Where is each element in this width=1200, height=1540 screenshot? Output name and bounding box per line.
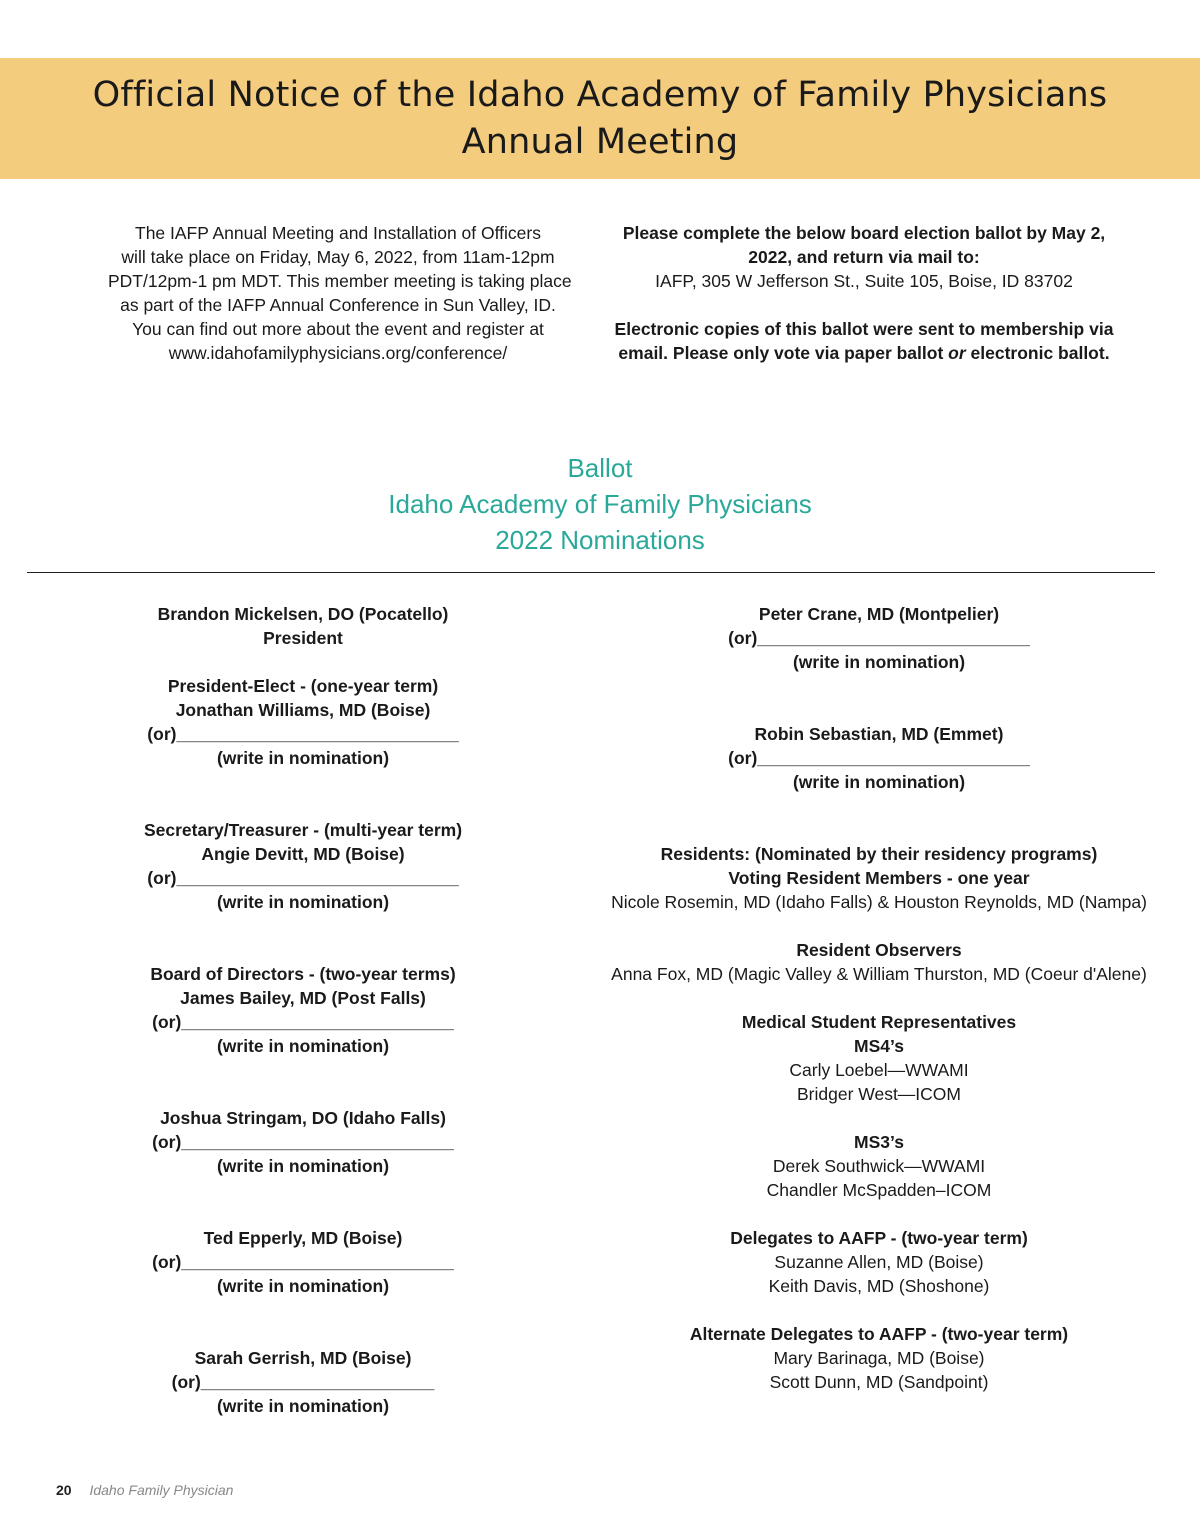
electronic-note-line: Electronic copies of this ballot were sent to membership via bbox=[614, 319, 1114, 339]
president-title: President bbox=[263, 628, 343, 648]
board-nominee-name: Sarah Gerrish, MD (Boise) bbox=[194, 1348, 412, 1368]
intro-left-line: as part of the IAFP Annual Conference in Sun Valley, ID. bbox=[120, 295, 556, 315]
write-in-label: (write in nomination) bbox=[792, 652, 966, 672]
ballot-year: 2022 Nominations bbox=[495, 525, 705, 555]
write-in-field[interactable]: (or)____________________________ bbox=[152, 1012, 454, 1032]
write-in-field[interactable]: (or)____________________________ bbox=[728, 748, 1030, 768]
write-in-label: (write in nomination) bbox=[216, 1156, 390, 1176]
alternate-delegate-name: Scott Dunn, MD (Sandpoint) bbox=[769, 1372, 989, 1392]
ms4-title: MS4’s bbox=[854, 1036, 904, 1056]
intro-left-line: The IAFP Annual Meeting and Installation of Officers bbox=[135, 223, 541, 243]
write-in-label: (write in nomination) bbox=[216, 748, 390, 768]
mailing-address: IAFP, 305 W Jefferson St., Suite 105, Boise, ID 83702 bbox=[655, 271, 1073, 291]
left-column bbox=[73, 602, 533, 1418]
alternate-delegates-title: Alternate Delegates to AAFP - (two-year term) bbox=[689, 1324, 1069, 1344]
voting-residents-subtitle: Voting Resident Members - one year bbox=[728, 868, 1030, 888]
board-nominee-name: Ted Epperly, MD (Boise) bbox=[203, 1228, 403, 1248]
intro-left-url: www.idahofamilyphysicians.org/conference/ bbox=[168, 343, 508, 363]
intro-left bbox=[108, 221, 572, 365]
page-footer bbox=[56, 1480, 233, 1500]
page-title-line-2: Annual Meeting bbox=[461, 121, 739, 162]
ballot-instructions-line: Please complete the below board election ballot by May 2, bbox=[622, 223, 1106, 243]
board-nominee-name: James Bailey, MD (Post Falls) bbox=[180, 988, 426, 1008]
write-in-label: (write in nomination) bbox=[216, 1036, 390, 1056]
delegate-name: Keith Davis, MD (Shoshone) bbox=[768, 1276, 990, 1296]
board-nominee-name: Joshua Stringam, DO (Idaho Falls) bbox=[160, 1108, 446, 1128]
resident-observers-title: Resident Observers bbox=[796, 940, 962, 960]
right-column bbox=[609, 602, 1149, 1394]
ms3-title: MS3’s bbox=[854, 1132, 904, 1152]
intro-left-line: You can find out more about the event and register at bbox=[132, 319, 544, 339]
board-nominee-name: Robin Sebastian, MD (Emmet) bbox=[754, 724, 1004, 744]
write-in-field[interactable]: (or)________________________ bbox=[171, 1372, 435, 1392]
divider bbox=[27, 572, 1155, 573]
page-number: 20 bbox=[56, 1482, 72, 1498]
intro-left-line: will take place on Friday, May 6, 2022, from 11am-12pm bbox=[121, 247, 555, 267]
electronic-note-part: email. Please only vote via paper ballot bbox=[618, 343, 949, 363]
president-elect-title: President-Elect - (one-year term) bbox=[167, 676, 439, 696]
ballot-title: Ballot bbox=[567, 453, 633, 483]
president-elect-name: Jonathan Williams, MD (Boise) bbox=[175, 700, 431, 720]
header-banner bbox=[0, 58, 1200, 179]
write-in-field[interactable]: (or)____________________________ bbox=[728, 628, 1030, 648]
intro-left-line: PDT/12pm-1 pm MDT. This member meeting is taking place bbox=[108, 271, 572, 291]
write-in-label: (write in nomination) bbox=[216, 892, 390, 912]
publication-name: Idaho Family Physician bbox=[89, 1482, 234, 1498]
write-in-label: (write in nomination) bbox=[216, 1276, 390, 1296]
ms4-name: Carly Loebel—WWAMI bbox=[789, 1060, 969, 1080]
delegates-title: Delegates to AAFP - (two-year term) bbox=[730, 1228, 1028, 1248]
write-in-field[interactable]: (or)____________________________ bbox=[152, 1252, 454, 1272]
electronic-note-part: electronic ballot. bbox=[965, 343, 1110, 363]
write-in-label: (write in nomination) bbox=[792, 772, 966, 792]
page-title-line-1: Official Notice of the Idaho Academy of Family Physicians bbox=[92, 74, 1108, 115]
ms3-name: Chandler McSpadden–ICOM bbox=[766, 1180, 992, 1200]
ballot-heading bbox=[0, 450, 1200, 558]
alternate-delegate-name: Mary Barinaga, MD (Boise) bbox=[773, 1348, 985, 1368]
secretary-treasurer-title: Secretary/Treasurer - (multi-year term) bbox=[143, 820, 463, 840]
electronic-note-line bbox=[608, 341, 1120, 365]
ballot-instructions-line: 2022, and return via mail to: bbox=[748, 247, 980, 267]
ms4-name: Bridger West—ICOM bbox=[796, 1084, 961, 1104]
residents-title: Residents: (Nominated by their residency programs) bbox=[660, 844, 1098, 864]
voting-residents-names: Nicole Rosemin, MD (Idaho Falls) & Houston Reynolds, MD (Nampa) bbox=[611, 892, 1147, 912]
resident-observers-names: Anna Fox, MD (Magic Valley & William Thurston, MD (Coeur d'Alene) bbox=[611, 964, 1147, 984]
ms3-name: Derek Southwick—WWAMI bbox=[772, 1156, 986, 1176]
ballot-org: Idaho Academy of Family Physicians bbox=[388, 489, 812, 519]
delegate-name: Suzanne Allen, MD (Boise) bbox=[774, 1252, 984, 1272]
write-in-field[interactable]: (or)_____________________________ bbox=[147, 868, 459, 888]
secretary-treasurer-name: Angie Devitt, MD (Boise) bbox=[201, 844, 405, 864]
write-in-field[interactable]: (or)_____________________________ bbox=[147, 724, 459, 744]
spacer bbox=[608, 293, 1120, 317]
intro-right bbox=[608, 221, 1120, 365]
board-nominee-name: Peter Crane, MD (Montpelier) bbox=[758, 604, 1000, 624]
write-in-label: (write in nomination) bbox=[216, 1396, 390, 1416]
write-in-field[interactable]: (or)____________________________ bbox=[152, 1132, 454, 1152]
president-name: Brandon Mickelsen, DO (Pocatello) bbox=[157, 604, 449, 624]
board-of-directors-title: Board of Directors - (two-year terms) bbox=[150, 964, 456, 984]
electronic-note-or: or bbox=[948, 343, 966, 363]
medical-student-reps-title: Medical Student Representatives bbox=[741, 1012, 1017, 1032]
